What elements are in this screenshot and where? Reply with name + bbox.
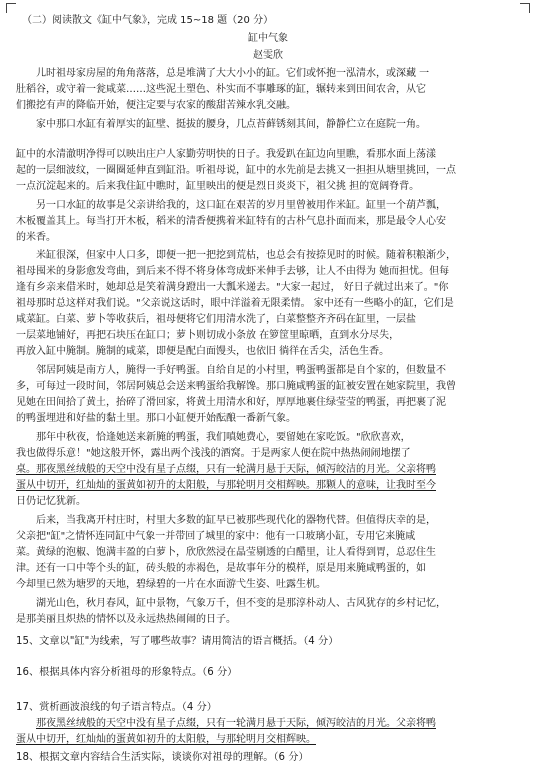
- paragraph-line: 见她在田间拾了黄土，抬碎了滑回家，将黄土用清水和好，厚厚地裹住绿莹莹的鸭蛋，再把裹了泥: [16, 397, 446, 408]
- paragraph-line: 一点沉淀起来的。后来我住缸中瞧时，缸里映出的便是烈日炎炎下，祖父挑 担的宽阔脊背。: [16, 181, 420, 192]
- paragraph-line: 另一口水缸的故事是父亲讲给我的，这口缸在艰苦的岁月里曾被用作米缸。缸里一个葫芦瓢，: [36, 200, 446, 211]
- paragraph-line: 咸菜缸。白菜、萝卜等收获后，祖母便将它们用清水洗了，白菜整整齐齐码在缸里，一层盐: [16, 314, 416, 325]
- underlined-line: 蛋从中切开，红灿灿的蛋黄如初升的太阳般，与那轮明月交相辉映。那颗人的意味，让我时至今: [16, 480, 436, 491]
- question-15: 15、文章以"缸"为线索，写了哪些故事？请用简洁的语言概括。（4 分）: [16, 636, 339, 647]
- paragraph-line: 起的一层细波纹，一圈圈延伸直到缸沿。听祖母说，缸中的水先前是去挑又一担担从塘里挑回，一点: [16, 165, 456, 176]
- underlined-line: 桌。那夜黑丝绒般的天空中没有星子点缀，只有一轮满月悬于天际，倾泻皎洁的月光。父亲将鸭: [16, 464, 436, 475]
- paragraph-line: 们搬挖有声的降临开始，便注定要与农家的酸甜苦辣水乳交融。: [16, 100, 296, 111]
- paragraph-line: 祖母那时总这样对我们说。"父亲说这话时，眼中洋溢着无限柔情。 家中还有一些略小的缸，它们是: [16, 298, 454, 309]
- paragraph-line: 湖光山色，秋月春风，缸中景物，气象万千，但不变的是那淳朴动人、古风犹存的乡村记忆，: [36, 598, 446, 609]
- paragraph-line: 的鸭蛋埋进和好盐的黏土里。那口小缸便开始酝酿一番新气象。: [16, 413, 296, 424]
- question-17: 17、赏析画波浪线的句子语言特点。（4 分）: [16, 702, 217, 713]
- paragraph-line: 祖母囤米的身影愈发弯曲，到后来不得不将身体弯成虾米伸手去够，让人不由得为 她而担忧。但每: [16, 266, 450, 277]
- paragraph-line: 后来，当我离开村庄时，村里大多数的缸早已被那些现代化的器物代替。但值得庆幸的是，: [36, 515, 436, 526]
- paragraph-line: 再放入缸中腌制。腌制的咸菜，即便是配白面馒头，也依旧 徜徉在舌尖，活色生香。: [16, 346, 390, 357]
- paragraph-line: 日仍记忆犹新。: [16, 496, 86, 507]
- paragraph-line: 肚稻谷，或守着一瓮咸菜……这些泥土塑色、朴实而不事雕琢的缸，辗转来到田间农舍，从它: [16, 84, 426, 95]
- paragraph-line: 的米香。: [16, 232, 56, 243]
- paragraph-line: 一层菜地铺好，再把石块压在缸口；萝卜则切成小条放 在箩筐里晾晒，直到水分尽失，: [16, 330, 400, 341]
- paragraph-line: 家中那口水缸有着厚实的缸壁、挺拔的腰身，几点苔藓锈刻其间，静静伫立在庭院一角。: [36, 119, 426, 130]
- quoted-sentence: 蛋从中切开，红灿灿的蛋黄如初升的太阳般，与那轮明月交相辉映。: [16, 734, 316, 745]
- paragraph-line: 菜。黄绿的泡椒、饱满丰盈的白萝卜，欣欣然浸在晶莹剔透的白醋里，让人看得到胃，总忍住生: [16, 547, 436, 558]
- paragraph-line: 我也做得乐意！"她这般开怀，露出两个浅浅的酒窝。于是两家人便在院中热热闹闹地摆了: [16, 448, 411, 459]
- page-corner-mark: [520, 3, 530, 13]
- paragraph-line: 多，可每过一段时间，邻居阿姨总会送来鸭蛋给我解馋。那口腌咸鸭蛋的缸被安置在她家院里，我曾: [16, 381, 456, 392]
- paragraph-line: 木板覆盖其上。每当打开木板，稻米的清香便携着米缸特有的古朴气息扑面而来，那是最令人心安: [16, 216, 446, 227]
- essay-author: 赵雯欣: [253, 50, 283, 61]
- paragraph-line: 父亲把"缸"之情怀连同缸中气象一并带回了城里的家中：他有一口玻璃小缸，专用它来腌咸: [16, 531, 416, 542]
- paragraph-line: 今却里已然为塘罗的天地，碧绿碧的一片在水面游弋生姿、吐露生机。: [16, 579, 326, 590]
- paragraph-line: 邻居阿姨是南方人，腌得一手好鸭蛋。自给自足的小村里，鸭蛋鸭蛋都是自个家的，但数量不: [36, 365, 446, 376]
- paragraph-line: 儿时祖母家房屋的角角落落，总是堆满了大大小小的缸。它们或怀抱一泓清水，或深藏 一: [36, 68, 430, 79]
- paragraph-line: 米缸很深，但家中人口多，即便一把一把挖到荒枯，也总会有按捺见时的时候。随着积粮渐少，: [36, 250, 456, 261]
- paragraph-line: 那年中秋夜，恰逢她送来新腌的鸭蛋，我们嗔她费心，要留她在家吃饭。"欣欣喜欢，: [36, 432, 411, 443]
- paragraph-line: 缸中的水清澈明净得可以映出庄户人家勤劳明快的日子。我爱趴在缸边向里瞧，看那水面上荡漾: [16, 149, 436, 160]
- question-18: 18、根据文章内容结合生活实际，谈谈你对祖母的理解。（6 分）: [16, 752, 309, 763]
- section-header: （二）阅读散文《缸中气象》，完成 15~18 题（20 分）: [22, 15, 274, 26]
- paragraph-line: 是那美丽且炽热的情怀以及永远热热闹闹的日子。: [16, 614, 236, 625]
- quoted-sentence: 那夜黑丝绒般的天空中没有星子点缀，只有一轮满月悬于天际，倾泻皎洁的月光。父亲将鸭: [36, 718, 436, 729]
- question-16: 16、根据具体内容分析祖母的形象特点。（6 分）: [16, 667, 238, 678]
- essay-title: 缸中气象: [248, 33, 288, 44]
- page-corner-mark: [6, 3, 16, 13]
- paragraph-line: 逢有乡亲来借米时，她却总是笑着满身蹬出一大瓢米递去。"大家一起过， 好日子就过出来了。"你: [16, 282, 449, 293]
- paragraph-line: 津。还有一口中等个头的缸，砖头般的赤褐色，是故事年分的模样，原是用来腌咸鸭蛋的，如: [16, 563, 426, 574]
